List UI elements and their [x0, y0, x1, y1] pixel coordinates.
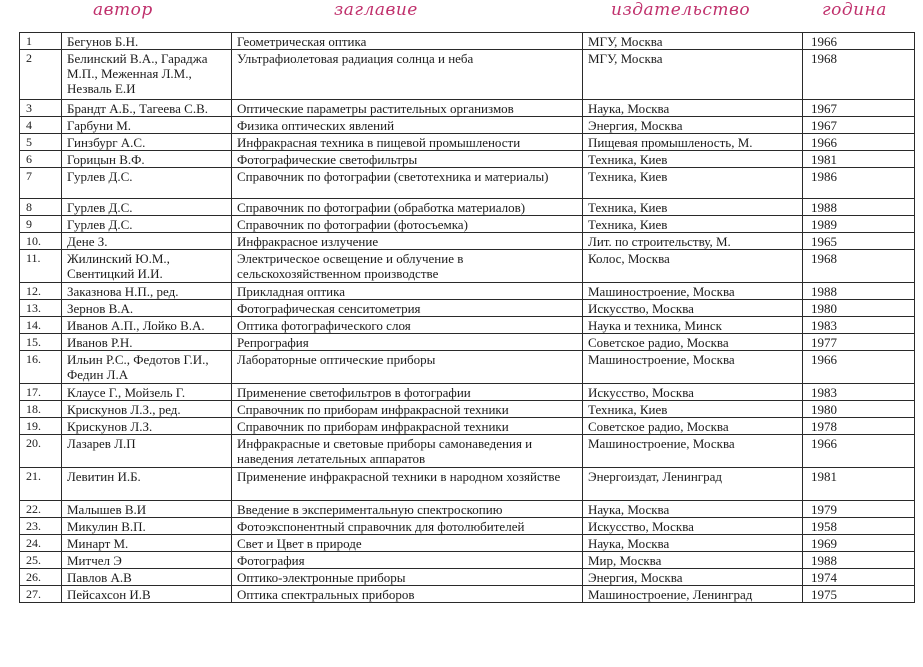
row-year: 1967 — [803, 117, 915, 134]
row-number: 14. — [20, 317, 62, 334]
row-year: 1977 — [803, 334, 915, 351]
row-number: 24. — [20, 535, 62, 552]
row-number: 3 — [20, 100, 62, 117]
row-author: Заказнова Н.П., ред. — [62, 283, 232, 300]
row-year: 1966 — [803, 351, 915, 384]
row-publisher: Машиностроение, Москва — [583, 351, 803, 384]
table-row — [20, 518, 915, 535]
row-title: Геометрическая оптика — [232, 33, 583, 50]
handwritten-header-author: автор — [93, 0, 153, 20]
row-author: Крискунов Л.З., ред. — [62, 401, 232, 418]
row-publisher: Лит. по строительству, М. — [583, 233, 803, 250]
table-row — [20, 151, 915, 168]
row-year: 1981 — [803, 151, 915, 168]
row-title: Репрография — [232, 334, 583, 351]
table-row — [20, 401, 915, 418]
row-publisher: Техника, Киев — [583, 168, 803, 199]
table-row — [20, 501, 915, 518]
row-title: Лабораторные оптические приборы — [232, 351, 583, 384]
row-author: Брандт А.Б., Тагеева С.В. — [62, 100, 232, 117]
row-year: 1986 — [803, 168, 915, 199]
table-row — [20, 233, 915, 250]
row-year: 1967 — [803, 100, 915, 117]
row-author: Горицын В.Ф. — [62, 151, 232, 168]
row-title: Физика оптических явлений — [232, 117, 583, 134]
row-number: 10. — [20, 233, 62, 250]
row-author: Гурлев Д.С. — [62, 168, 232, 199]
row-number: 20. — [20, 435, 62, 468]
row-year: 1980 — [803, 401, 915, 418]
row-title: Свет и Цвет в природе — [232, 535, 583, 552]
row-number: 5 — [20, 134, 62, 151]
row-year: 1966 — [803, 435, 915, 468]
row-publisher: Техника, Киев — [583, 199, 803, 216]
row-number: 18. — [20, 401, 62, 418]
row-number: 8 — [20, 199, 62, 216]
row-publisher: Машиностроение, Москва — [583, 283, 803, 300]
row-year: 1968 — [803, 250, 915, 283]
row-number: 23. — [20, 518, 62, 535]
row-number: 19. — [20, 418, 62, 435]
table-row — [20, 468, 915, 501]
row-title: Оптико-электронные приборы — [232, 569, 583, 586]
row-author: Гурлев Д.С. — [62, 199, 232, 216]
row-year: 1983 — [803, 384, 915, 401]
row-number: 4 — [20, 117, 62, 134]
row-number: 13. — [20, 300, 62, 317]
row-title: Фотографическая сенситометрия — [232, 300, 583, 317]
row-number: 6 — [20, 151, 62, 168]
row-author: Иванов Р.Н. — [62, 334, 232, 351]
row-title: Справочник по фотографии (обработка материалов) — [232, 199, 583, 216]
row-author: Белинский В.А., Гараджа М.П., Меженная Л.М., Незваль Е.И — [62, 50, 232, 100]
row-author: Митчел Э — [62, 552, 232, 569]
table-row — [20, 552, 915, 569]
row-publisher: Искусство, Москва — [583, 518, 803, 535]
row-publisher: Колос, Москва — [583, 250, 803, 283]
table-row — [20, 134, 915, 151]
row-publisher: Техника, Киев — [583, 151, 803, 168]
row-number: 2 — [20, 50, 62, 100]
row-publisher: Искусство, Москва — [583, 384, 803, 401]
row-publisher: МГУ, Москва — [583, 50, 803, 100]
table-row — [20, 216, 915, 233]
table-row — [20, 569, 915, 586]
row-publisher: Наука, Москва — [583, 535, 803, 552]
table-row — [20, 283, 915, 300]
row-year: 1988 — [803, 552, 915, 569]
table-row — [20, 199, 915, 216]
row-number: 7 — [20, 168, 62, 199]
row-number: 22. — [20, 501, 62, 518]
row-title: Применение инфракрасной техники в народном хозяйстве — [232, 468, 583, 501]
row-publisher: Техника, Киев — [583, 401, 803, 418]
handwritten-header-publisher: издательство — [611, 0, 751, 20]
row-year: 1981 — [803, 468, 915, 501]
table-row — [20, 418, 915, 435]
handwritten-header-title: заглавие — [334, 0, 418, 20]
row-publisher: Искусство, Москва — [583, 300, 803, 317]
row-author: Зернов В.А. — [62, 300, 232, 317]
row-year: 1965 — [803, 233, 915, 250]
row-author: Клаусе Г., Мойзель Г. — [62, 384, 232, 401]
row-publisher: Советское радио, Москва — [583, 334, 803, 351]
table-row — [20, 250, 915, 283]
row-year: 1969 — [803, 535, 915, 552]
row-publisher: Наука, Москва — [583, 501, 803, 518]
row-year: 1988 — [803, 283, 915, 300]
row-title: Оптические параметры растительных организмов — [232, 100, 583, 117]
row-publisher: Советское радио, Москва — [583, 418, 803, 435]
row-title: Применение светофильтров в фотографии — [232, 384, 583, 401]
row-publisher: МГУ, Москва — [583, 33, 803, 50]
row-number: 26. — [20, 569, 62, 586]
row-title: Оптика спектральных приборов — [232, 586, 583, 603]
row-title: Инфракрасная техника в пищевой промышлености — [232, 134, 583, 151]
row-number: 9 — [20, 216, 62, 233]
row-number: 12. — [20, 283, 62, 300]
handwritten-header-year: година — [822, 0, 887, 20]
row-year: 1966 — [803, 33, 915, 50]
row-author: Пейсахсон И.В — [62, 586, 232, 603]
row-author: Павлов А.В — [62, 569, 232, 586]
row-year: 1983 — [803, 317, 915, 334]
row-title: Справочник по фотографии (светотехника и материалы) — [232, 168, 583, 199]
row-number: 15. — [20, 334, 62, 351]
row-author: Дене З. — [62, 233, 232, 250]
row-publisher: Наука и техника, Минск — [583, 317, 803, 334]
row-title: Справочник по фотографии (фотосъемка) — [232, 216, 583, 233]
row-year: 1975 — [803, 586, 915, 603]
table-row — [20, 300, 915, 317]
row-number: 21. — [20, 468, 62, 501]
row-author: Микулин В.П. — [62, 518, 232, 535]
row-author: Гинзбург А.С. — [62, 134, 232, 151]
table-row — [20, 317, 915, 334]
row-year: 1978 — [803, 418, 915, 435]
table-row — [20, 100, 915, 117]
row-author: Малышев В.И — [62, 501, 232, 518]
table-row — [20, 334, 915, 351]
row-number: 25. — [20, 552, 62, 569]
row-title: Фотографические светофильтры — [232, 151, 583, 168]
row-title: Введение в экспериментальную спектроскопию — [232, 501, 583, 518]
row-year: 1980 — [803, 300, 915, 317]
row-author: Гурлев Д.С. — [62, 216, 232, 233]
row-publisher: Энергоиздат, Ленинград — [583, 468, 803, 501]
row-number: 17. — [20, 384, 62, 401]
row-author: Лазарев Л.П — [62, 435, 232, 468]
table-row — [20, 117, 915, 134]
row-author: Гарбуни М. — [62, 117, 232, 134]
table-row — [20, 535, 915, 552]
row-publisher: Энергия, Москва — [583, 569, 803, 586]
bibliography-rows — [20, 33, 915, 603]
row-publisher: Техника, Киев — [583, 216, 803, 233]
row-title: Фотоэкспонентный справочник для фотолюбителей — [232, 518, 583, 535]
row-year: 1988 — [803, 199, 915, 216]
table-row — [20, 384, 915, 401]
row-number: 1 — [20, 33, 62, 50]
row-author: Крискунов Л.З. — [62, 418, 232, 435]
row-publisher: Мир, Москва — [583, 552, 803, 569]
row-title: Инфракрасное излучение — [232, 233, 583, 250]
row-title: Фотография — [232, 552, 583, 569]
row-year: 1966 — [803, 134, 915, 151]
table-row — [20, 351, 915, 384]
table-row — [20, 33, 915, 50]
row-publisher: Машиностроение, Москва — [583, 435, 803, 468]
row-title: Электрическое освещение и облучение в сельскохозяйственном производстве — [232, 250, 583, 283]
row-publisher: Наука, Москва — [583, 100, 803, 117]
table-row — [20, 168, 915, 199]
table-row — [20, 435, 915, 468]
row-number: 11. — [20, 250, 62, 283]
row-author: Левитин И.Б. — [62, 468, 232, 501]
row-publisher: Машиностроение, Ленинград — [583, 586, 803, 603]
row-author: Иванов А.П., Лойко В.А. — [62, 317, 232, 334]
row-number: 27. — [20, 586, 62, 603]
bibliography-table — [19, 32, 915, 603]
table-row — [20, 586, 915, 603]
row-year: 1974 — [803, 569, 915, 586]
row-title: Инфракрасные и световые приборы самонаведения и наведения летательных аппаратов — [232, 435, 583, 468]
row-year: 1958 — [803, 518, 915, 535]
row-year: 1968 — [803, 50, 915, 100]
row-publisher: Пищевая промышленость, М. — [583, 134, 803, 151]
row-publisher: Энергия, Москва — [583, 117, 803, 134]
row-author: Жилинский Ю.М., Свентицкий И.И. — [62, 250, 232, 283]
row-title: Прикладная оптика — [232, 283, 583, 300]
row-title: Справочник по приборам инфракрасной техники — [232, 401, 583, 418]
row-year: 1979 — [803, 501, 915, 518]
row-title: Ультрафиолетовая радиация солнца и неба — [232, 50, 583, 100]
row-author: Бегунов Б.Н. — [62, 33, 232, 50]
row-year: 1989 — [803, 216, 915, 233]
row-number: 16. — [20, 351, 62, 384]
row-author: Минарт М. — [62, 535, 232, 552]
row-author: Ильин Р.С., Федотов Г.И., Федин Л.А — [62, 351, 232, 384]
row-title: Оптика фотографического слоя — [232, 317, 583, 334]
row-title: Справочник по приборам инфракрасной техники — [232, 418, 583, 435]
table-row — [20, 50, 915, 100]
